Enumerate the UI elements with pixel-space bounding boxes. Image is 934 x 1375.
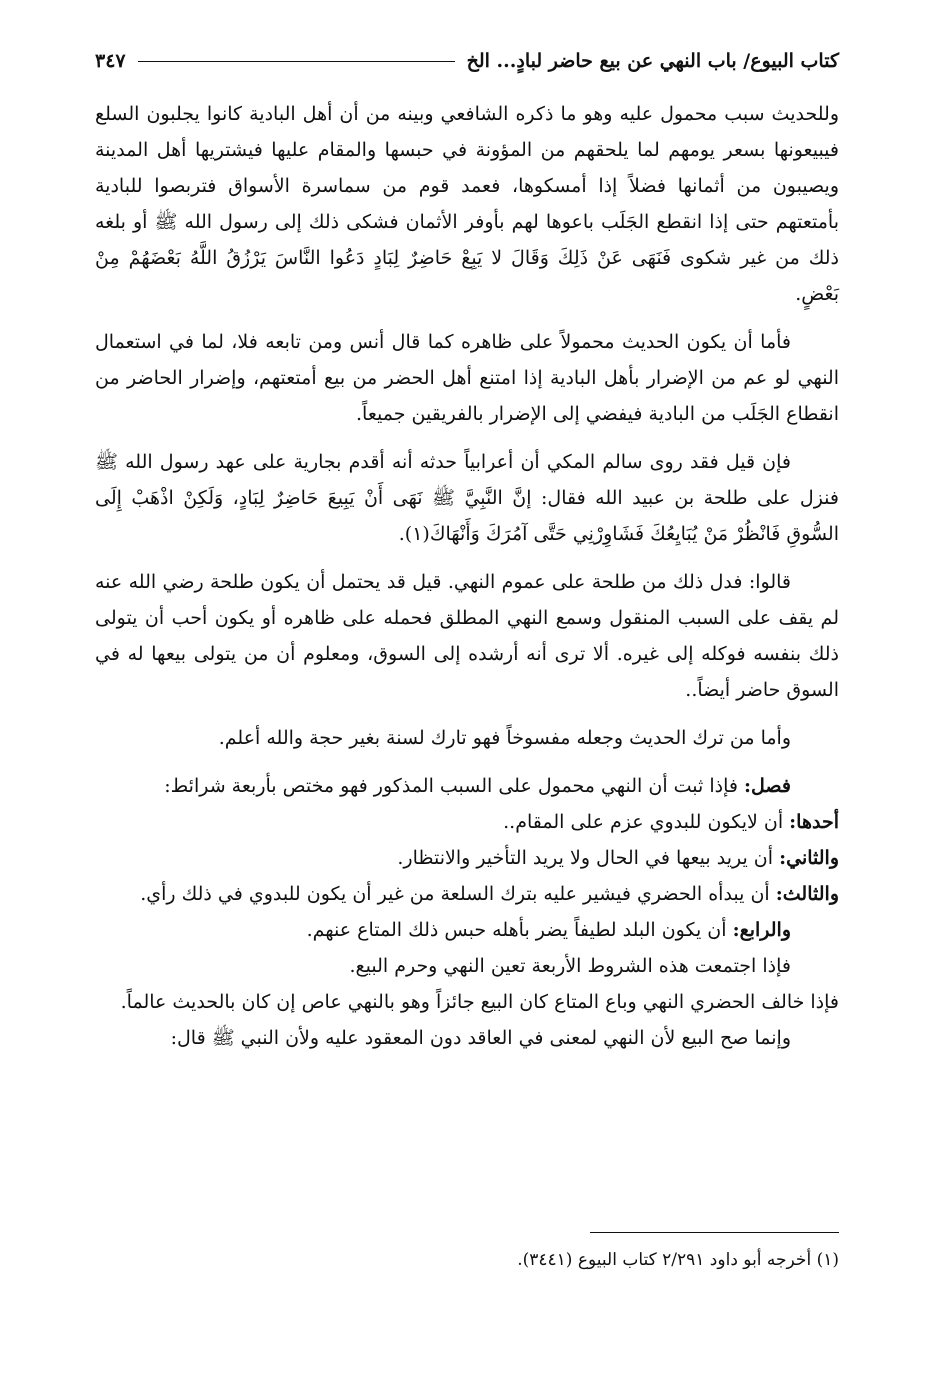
footnote-marker: (١) <box>816 1250 839 1270</box>
section-label: فصل: <box>744 775 791 797</box>
condition-text: أن لايكون للبدوي عزم على المقام.. <box>503 811 784 833</box>
main-text <box>95 96 839 1056</box>
condition-label: أحدها: <box>789 811 839 833</box>
closing-3: وإنما صح البيع لأن النهي لمعنى في العاقد دون المعقود عليه ولأن النبي ﷺ قال: <box>170 1027 791 1049</box>
condition-4 <box>95 912 839 948</box>
footnote-text: أخرجه أبو داود ٢/٢٩١ كتاب البيوع (٣٤٤١). <box>517 1250 812 1270</box>
closing-1: فإذا اجتمعت هذه الشروط الأربعة تعين النهي وحرم البيع. <box>349 955 791 977</box>
header-rule <box>138 61 455 62</box>
condition-text: أن يريد بيعها في الحال ولا يريد التأخير والانتظار. <box>397 847 774 869</box>
running-header <box>95 44 839 78</box>
condition-2 <box>95 840 839 876</box>
condition-label: والثاني: <box>779 847 839 869</box>
footnote <box>517 1250 839 1270</box>
header-title: كتاب البيوع/ باب النهي عن بيع حاضر لبادٍ... الخ <box>466 50 839 72</box>
page-number: ٣٤٧ <box>95 50 126 72</box>
paragraph-3: فإن قيل فقد روى سالم المكي أن أعرابياً حدثه أنه أقدم بجارية على عهد رسول الله ﷺ فنزل على طلحة بن عبيد الله فقال: إنَّ النَّبِيَّ ﷺ نَهَى أَنْ يَبِيعَ حَاضِرٌ لِبَادٍ، وَلَكِنْ اذْهَبْ إِلَى السُّوقِ فَانْظُرْ مَنْ يُبَايِعُكَ فَشَاوِرْنِي حَتَّى آمُرَكَ وَأَنْهَاكَ(١). <box>95 451 839 545</box>
condition-1 <box>95 804 839 840</box>
paragraph-2: فأما أن يكون الحديث محمولاً على ظاهره كما قال أنس ومن تابعه فلا، لما في استعمال النهي لو عم من الإضرار بأهل البادية إذا امتنع أهل الحضر من بيع أمتعتهم، وإضرار الحاضر من انقطاع الجَلَب من البادية فيفضي إلى الإضرار بالفريقين جميعاً. <box>95 331 839 425</box>
condition-text: أن يكون البلد لطيفاً يضر بأهله حبس ذلك المتاع عنهم. <box>306 919 727 941</box>
condition-3 <box>95 876 839 912</box>
condition-label: والثالث: <box>775 883 839 905</box>
condition-text: أن يبدأه الحضري فيشير عليه بترك السلعة من غير أن يكون للبدوي في ذلك رأي. <box>140 883 770 905</box>
section-text: فإذا ثبت أن النهي محمول على السبب المذكور فهو مختص بأربعة شرائط: <box>164 775 738 797</box>
paragraph-4: قالوا: فدل ذلك من طلحة على عموم النهي. قيل قد يحتمل أن يكون طلحة رضي الله عنه لم يقف على السبب المنقول وسمع النهي المطلق فحمله على ظاهره أو يكون أحب أن يتولى ذلك بنفسه فوكله إلى غيره. ألا ترى أنه أرشده إلى السوق، ومعلوم أن من يتولى بيعها له في السوق حاضر أيضاً.. <box>95 571 839 701</box>
paragraph-1: وللحديث سبب محمول عليه وهو ما ذكره الشافعي وبينه من أن أهل البادية كانوا يجلبون السلع فيبيعونها بسعر يومهم لما يلحقهم من المؤونة في حبسها والمقام عليها فيشتريها أهل المدينة ويصيبون من أثمانها فضلاً إذا أمسكوها، فعمد قوم من سماسرة الأسواق فتربصوا للبادية بأمتعتهم حتى إذا انقطع الجَلَب باعوها لهم بأوفر الأثمان فشكى ذلك إلى رسول الله ﷺ أو بلغه ذلك من غير شكوى فَنَهَى عَنْ ذَلِكَ وَقَالَ لا يَبِعْ حَاضِرٌ لِبَادٍ دَعُوا النَّاسَ يَرْزُقُ اللَّهُ بَعْضَهُمْ مِنْ بَعْضٍ. <box>95 103 839 305</box>
paragraph-5: وأما من ترك الحديث وجعله مفسوخاً فهو تارك لسنة بغير حجة والله أعلم. <box>218 727 791 749</box>
footnote-rule <box>590 1232 839 1233</box>
closing-2: فإذا خالف الحضري النهي وباع المتاع كان البيع جائزاً وهو بالنهي عاص إن كان بالحديث عالماً. <box>120 991 839 1013</box>
section-heading <box>95 768 839 804</box>
condition-label: والرابع: <box>732 919 791 941</box>
